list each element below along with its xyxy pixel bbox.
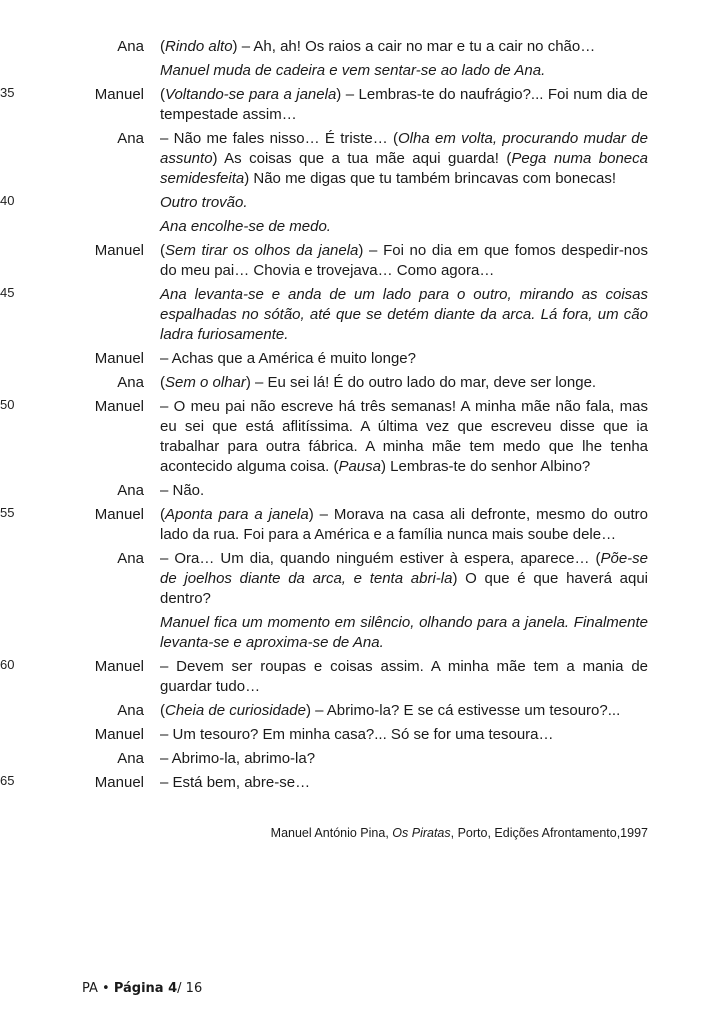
script-line (0, 193, 648, 213)
stage-direction: Olha em volta, procurando mudar de assunto (160, 130, 648, 167)
script-line (60, 725, 648, 745)
line-text (160, 285, 648, 345)
script-line (0, 505, 648, 545)
dialogue-text: ( (160, 86, 165, 103)
speaker-name (60, 193, 160, 213)
script-line (60, 613, 648, 653)
line-text (160, 481, 648, 501)
credit-publisher: , Porto, Edições Afrontamento,1997 (450, 826, 648, 840)
line-text (160, 613, 648, 653)
line-number: 55 (0, 505, 15, 520)
script-line (60, 61, 648, 81)
script-line (60, 349, 648, 369)
line-text (160, 241, 648, 281)
stage-direction: Sem o olhar (165, 374, 246, 391)
dialogue-text: – Está bem, abre-se… (160, 774, 311, 791)
speaker-name: Ana (117, 374, 144, 391)
dialogue-text: ) – Lembras-te do naufrágio?... Foi num dia de tempestade assim… (160, 86, 648, 123)
stage-direction: Pausa (338, 458, 381, 475)
stage-direction: Sem tirar os olhos da janela (165, 242, 359, 259)
speaker-name: Ana (117, 750, 144, 767)
source-credit (271, 826, 648, 840)
script-line (0, 85, 648, 125)
line-text (160, 373, 648, 393)
stage-direction: Aponta para a janela (165, 506, 309, 523)
script-line (60, 749, 648, 769)
speaker-name: Ana (117, 702, 144, 719)
credit-author: Manuel António Pina, (270, 826, 393, 840)
line-number: 60 (0, 657, 15, 672)
stage-direction: Rindo alto (165, 38, 233, 55)
script-line (60, 481, 648, 501)
script-line (0, 285, 648, 345)
dialogue-text: ) – Eu sei lá! É do outro lado do mar, deve ser longe. (245, 374, 597, 391)
dialogue-text: ( (160, 242, 165, 259)
speaker-name: Manuel (94, 774, 144, 791)
line-text (160, 349, 648, 369)
line-text (160, 749, 648, 769)
line-text (160, 549, 648, 609)
footer-page-label: Página 4 (113, 981, 178, 996)
dialogue-text: ) – Abrimo-la? E se cá estivesse um tesouro?... (305, 702, 621, 719)
footer-prefix: PA • (82, 981, 114, 996)
line-text (160, 397, 648, 477)
line-number: 65 (0, 773, 15, 788)
speaker-name: Manuel (94, 86, 144, 103)
line-text (160, 217, 648, 237)
dialogue-text: ) – Ah, ah! Os raios a cair no mar e tu a cair no chão… (232, 38, 596, 55)
stage-direction: Outro trovão. (160, 194, 248, 211)
speaker-name: Manuel (94, 726, 144, 743)
credit-work-title: Os Piratas (392, 826, 451, 840)
line-text (160, 193, 648, 213)
play-script (0, 37, 648, 797)
stage-direction: Manuel muda de cadeira e vem sentar-se ao lado de Ana. (160, 62, 546, 79)
speaker-name: Manuel (94, 398, 144, 415)
dialogue-text: – Achas que a América é muito longe? (160, 350, 416, 367)
line-text (160, 129, 648, 189)
dialogue-text: ) – Morava na casa ali defronte, mesmo do outro lado da rua. Foi para a América e a família nunca mais soube dele… (160, 506, 648, 543)
speaker-name: Ana (117, 482, 144, 499)
stage-direction: Voltando-se para a janela (165, 86, 337, 103)
speaker-name: Manuel (94, 506, 144, 523)
script-line (60, 549, 648, 609)
line-text (160, 61, 648, 81)
stage-direction: Ana levanta-se e anda de um lado para o outro, mirando as coisas espalhadas no sótão, até que se detém diante da arca. Lá fora, um cão ladra furiosamente. (160, 286, 648, 343)
dialogue-text: – Não me fales nisso… É triste… ( (160, 130, 399, 147)
speaker-name: Manuel (94, 242, 144, 259)
speaker-name: Ana (117, 550, 144, 567)
speaker-name: Manuel (94, 350, 144, 367)
line-text (160, 657, 648, 697)
speaker-name: Ana (117, 130, 144, 147)
line-number: 40 (0, 193, 15, 208)
dialogue-text: – O meu pai não escreve há três semanas! A minha mãe não fala, mas eu sei que está aflitíssima. A última vez que escreveu disse que ia trabalhar para outra fábrica. A minha mãe tem medo que lhe tenha acontecido alguma coisa. ( (160, 398, 648, 475)
script-line (60, 129, 648, 189)
line-text (160, 701, 648, 721)
dialogue-text: ( (160, 38, 165, 55)
dialogue-text: – Ora… Um dia, quando ninguém estiver à espera, aparece… ( (160, 550, 601, 567)
speaker-name: Ana (117, 38, 144, 55)
stage-direction: Pega numa boneca semidesfeita (160, 150, 648, 187)
dialogue-text: ( (160, 506, 165, 523)
line-number: 45 (0, 285, 15, 300)
line-number: 35 (0, 85, 15, 100)
stage-direction: Cheia de curiosidade (165, 702, 306, 719)
dialogue-text: – Um tesouro? Em minha casa?... Só se for uma tesoura… (160, 726, 554, 743)
stage-direction: Ana encolhe-se de medo. (160, 218, 331, 235)
dialogue-text: ) Lembras-te do senhor Albino? (380, 458, 591, 475)
speaker-name (60, 217, 160, 237)
script-line (60, 241, 648, 281)
dialogue-text: ) O que é que haverá aqui dentro? (160, 570, 648, 607)
dialogue-text: – Devem ser roupas e coisas assim. A minha mãe tem a mania de guardar tudo… (160, 658, 648, 695)
stage-direction: Manuel fica um momento em silêncio, olhando para a janela. Finalmente levanta-se e aproxima-se de Ana. (160, 614, 648, 651)
line-text (160, 85, 648, 125)
speaker-name (60, 613, 160, 653)
speaker-name (60, 61, 160, 81)
footer-total: / 16 (177, 981, 203, 996)
script-line (0, 657, 648, 697)
script-line (60, 217, 648, 237)
dialogue-text: – Abrimo-la, abrimo-la? (160, 750, 316, 767)
speaker-name: Manuel (94, 658, 144, 675)
dialogue-text: ( (160, 702, 165, 719)
line-text (160, 725, 648, 745)
script-line (60, 373, 648, 393)
page-footer (82, 981, 202, 996)
line-text (160, 505, 648, 545)
line-number: 50 (0, 397, 15, 412)
script-line (0, 773, 648, 793)
speaker-name (60, 285, 160, 345)
script-line (60, 37, 648, 57)
dialogue-text: ( (160, 374, 165, 391)
dialogue-text: ) – Foi no dia em que fomos despedir-nos do meu pai… Chovia e trovejava… Como agora… (160, 242, 648, 279)
script-line (0, 397, 648, 477)
dialogue-text: ) As coisas que a tua mãe aqui guarda! ( (212, 150, 512, 167)
stage-direction: Põe-se de joelhos diante da arca, e tenta abri-la (160, 550, 648, 587)
line-text (160, 37, 648, 57)
dialogue-text: – Não. (160, 482, 205, 499)
dialogue-text: ) Não me digas que tu também brincavas com bonecas! (244, 170, 617, 187)
script-line (60, 701, 648, 721)
line-text (160, 773, 648, 793)
